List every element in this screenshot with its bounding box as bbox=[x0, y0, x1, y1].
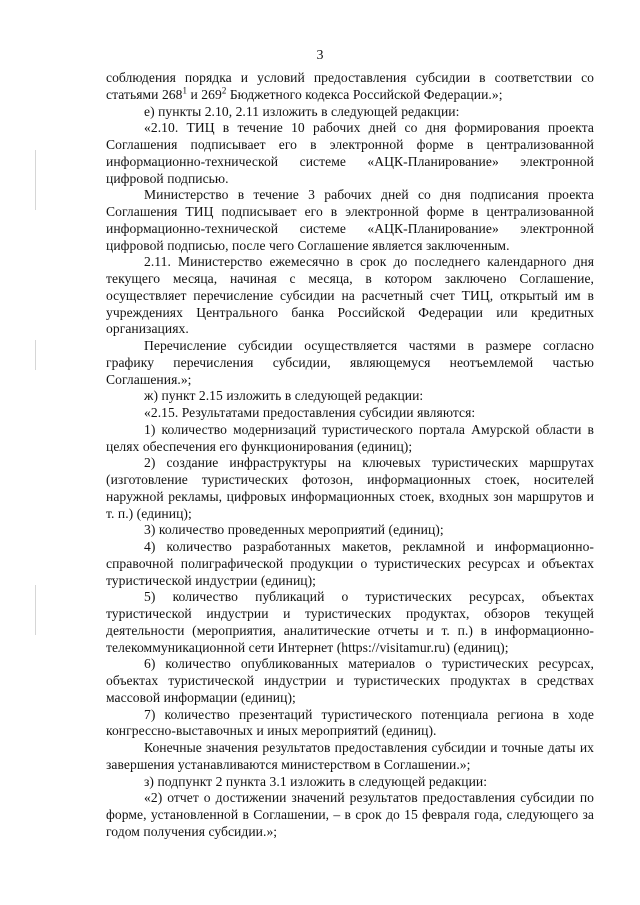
scan-margin-mark bbox=[35, 585, 36, 635]
paragraph-text: и 269 bbox=[187, 86, 222, 102]
paragraph-p10: 2) создание инфраструктуры на ключевых туристических маршрутах (изготовление туристических фотозон, информационных стоек, носителей наружной рекламы, цифровых информационных стоек, входных зон маршрутов и т. п.) (единиц); bbox=[106, 455, 594, 521]
scan-margin-mark bbox=[35, 150, 36, 210]
document-body bbox=[106, 70, 594, 841]
paragraph-p13: 5) количество публикаций о туристических ресурсах, объектах туристической индустрии и туристических продуктах, обзоров текущей деятельности (мероприятия, аналитические отчеты и т. п.) в информационно-телекоммуникационной сети Интернет (https://visitamur.ru) (единиц); bbox=[106, 589, 594, 655]
paragraph-p15: 7) количество презентаций туристического потенциала региона в ходе конгрессно-выставочных и иных мероприятий (единиц). bbox=[106, 706, 594, 739]
superscript: 2 bbox=[221, 85, 227, 96]
superscript: 1 bbox=[182, 85, 188, 96]
paragraph-p4: Министерство в течение 3 рабочих дней со дня подписания проекта Соглашения ТИЦ подписывает его в электронной форме в централизованной информационно-технической системе «АЦК-Планирование» электронной цифровой подписью, после чего Соглашение является заключенным. bbox=[106, 187, 594, 253]
paragraph-p11: 3) количество проведенных мероприятий (единиц); bbox=[144, 522, 444, 538]
paragraph-p3: «2.10. ТИЦ в течение 10 рабочих дней со дня формирования проекта Соглашения подписывает его в электронной форме в централизованной информационно-технической системе «АЦК-Планирование» электронной цифровой подписью. bbox=[106, 120, 594, 186]
paragraph-p5: 2.11. Министерство ежемесячно в срок до последнего календарного дня текущего месяца, начиная с месяца, в котором заключено Соглашение, осуществляет перечисление субсидии на расчетный счет ТИЦ, открытый им в учреждениях Центрального банка Российской Федерации или кредитных организациях. bbox=[106, 254, 594, 337]
paragraph-text: Бюджетного кодекса Российской Федерации.»; bbox=[226, 86, 503, 102]
page-number: 3 bbox=[316, 48, 324, 63]
paragraph-p1 bbox=[106, 70, 594, 104]
paragraph-p9: 1) количество модернизаций туристического портала Амурской области в целях обеспечения его функционирования (единиц); bbox=[106, 421, 594, 454]
paragraph-p18: «2) отчет о достижении значений результатов предоставления субсидии по форме, установленной в Соглашении, – в срок до 15 февраля года, следующего за годом получения субсидии.»; bbox=[106, 790, 594, 839]
paragraph-p12: 4) количество разработанных макетов, рекламной и информационно-справочной полиграфической продукции о туристических ресурсах и объектах туристической индустрии (единиц); bbox=[106, 539, 594, 588]
paragraph-p14: 6) количество опубликованных материалов о туристических ресурсах, объектах туристической индустрии и туристических продуктах в средствах массовой информации (единиц); bbox=[106, 656, 594, 705]
paragraph-p6: Перечисление субсидии осуществляется частями в размере согласно графику перечисления субсидии, являющемуся неотъемлемой частью Соглашения.»; bbox=[106, 338, 594, 387]
paragraph-p16: Конечные значения результатов предоставления субсидии и точные даты их завершения устанавливаются министерством в Соглашении.»; bbox=[106, 740, 594, 772]
paragraph-p17: з) подпункт 2 пункта 3.1 изложить в следующей редакции: bbox=[144, 773, 488, 789]
scan-margin-mark bbox=[35, 340, 36, 370]
paragraph-text: соблюдения порядка и условий предоставления субсидии в соответствии со статьями 268 bbox=[106, 70, 594, 102]
paragraph-p7: ж) пункт 2.15 изложить в следующей редакции: bbox=[144, 388, 424, 404]
paragraph-p2: е) пункты 2.10, 2.11 изложить в следующей редакции: bbox=[144, 103, 460, 119]
paragraph-p8: «2.15. Результатами предоставления субсидии являются: bbox=[144, 405, 476, 420]
